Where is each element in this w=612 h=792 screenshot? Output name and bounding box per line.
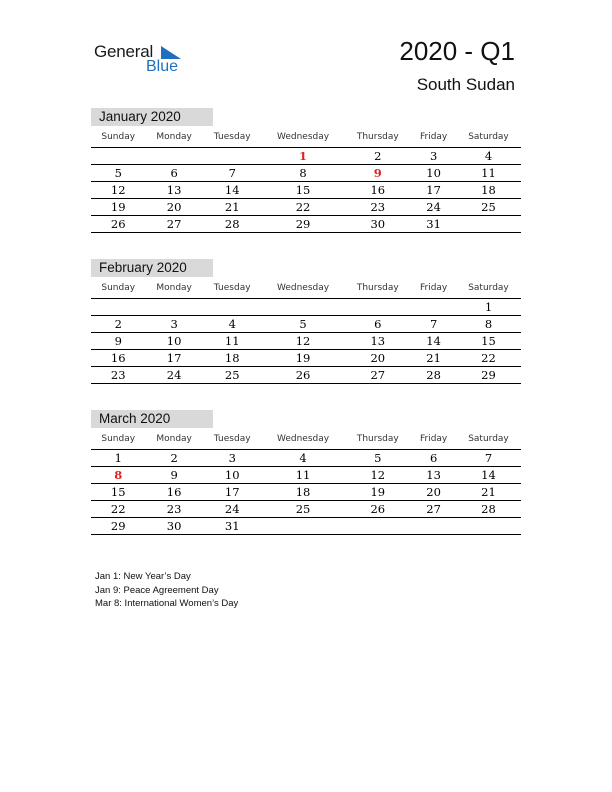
month-calendar	[91, 259, 521, 384]
day-cell	[456, 518, 521, 535]
day-cell: 15	[262, 182, 345, 199]
day-cell: 21	[411, 350, 456, 367]
day-cell: 27	[344, 367, 411, 384]
week-row	[91, 518, 521, 535]
country-name: South Sudan	[416, 75, 515, 94]
day-cell: 1	[91, 450, 145, 467]
holiday-note: Jan 1: New Year’s Day	[95, 571, 191, 582]
day-cell: 22	[456, 350, 521, 367]
day-cell: 28	[203, 216, 262, 233]
day-cell: 31	[411, 216, 456, 233]
day-cell: 13	[145, 182, 202, 199]
logo-general-text: General	[94, 42, 154, 61]
day-cell: 17	[411, 182, 456, 199]
day-cell: 21	[456, 484, 521, 501]
day-cell: 31	[203, 518, 262, 535]
calendar-grid	[91, 428, 521, 535]
weekday-header: Tuesday	[213, 433, 251, 444]
day-cell: 18	[203, 350, 262, 367]
week-row	[91, 450, 521, 467]
day-cell: 25	[203, 367, 262, 384]
day-cell	[145, 299, 202, 316]
day-cell: 3	[145, 316, 202, 333]
day-cell: 24	[411, 199, 456, 216]
day-cell: 11	[203, 333, 262, 350]
day-cell: 26	[344, 501, 411, 518]
day-cell: 27	[411, 501, 456, 518]
weekday-header: Tuesday	[213, 131, 251, 142]
day-cell: 5	[262, 316, 345, 333]
day-cell: 10	[203, 467, 262, 484]
day-cell: 27	[145, 216, 202, 233]
week-row	[91, 182, 521, 199]
day-cell: 11	[456, 165, 521, 182]
day-cell	[411, 299, 456, 316]
month-label: January 2020	[91, 108, 213, 126]
day-cell: 13	[344, 333, 411, 350]
day-cell: 16	[145, 484, 202, 501]
day-cell: 15	[91, 484, 145, 501]
weekday-header: Wednesday	[276, 131, 330, 142]
weekday-header: Friday	[419, 131, 448, 142]
weekday-header: Tuesday	[213, 282, 251, 293]
weekday-header: Monday	[156, 282, 192, 293]
day-cell: 17	[203, 484, 262, 501]
day-cell: 9	[91, 333, 145, 350]
weekday-header: Wednesday	[276, 282, 330, 293]
day-cell	[203, 299, 262, 316]
day-cell: 24	[145, 367, 202, 384]
day-cell: 30	[145, 518, 202, 535]
holiday-note: Jan 9: Peace Agreement Day	[95, 584, 219, 596]
day-cell: 8	[456, 316, 521, 333]
day-cell: 22	[91, 501, 145, 518]
day-cell: 29	[456, 367, 521, 384]
day-cell: 18	[262, 484, 345, 501]
day-cell: 13	[411, 467, 456, 484]
weekday-header: Sunday	[101, 433, 136, 444]
week-row	[91, 316, 521, 333]
day-cell: 15	[456, 333, 521, 350]
page-title: 2020 - Q1	[399, 36, 515, 66]
day-cell: 9	[344, 165, 411, 182]
day-cell: 6	[145, 165, 202, 182]
week-row	[91, 148, 521, 165]
day-cell: 24	[203, 501, 262, 518]
weekday-header: Thursday	[356, 131, 399, 142]
day-cell: 12	[91, 182, 145, 199]
weekday-header: Friday	[419, 433, 448, 444]
day-cell: 2	[344, 148, 411, 165]
day-cell: 21	[203, 199, 262, 216]
day-cell: 2	[145, 450, 202, 467]
day-cell: 1	[456, 299, 521, 316]
weekday-header: Saturday	[468, 282, 509, 293]
week-row	[91, 299, 521, 316]
week-row	[91, 216, 521, 233]
day-cell: 16	[91, 350, 145, 367]
calendar-grid	[91, 126, 521, 233]
day-cell: 8	[262, 165, 345, 182]
holiday-note: Mar 8: International Women’s Day	[95, 598, 239, 610]
day-cell: 6	[344, 316, 411, 333]
day-cell: 19	[344, 484, 411, 501]
weekday-header: Monday	[156, 433, 192, 444]
day-cell: 23	[344, 199, 411, 216]
month-label: February 2020	[91, 259, 213, 277]
day-cell: 11	[262, 467, 345, 484]
weekday-header: Sunday	[101, 131, 136, 142]
holiday-notes	[95, 570, 238, 611]
weekday-header: Thursday	[356, 282, 399, 293]
day-cell: 20	[344, 350, 411, 367]
day-cell: 29	[91, 518, 145, 535]
day-cell	[203, 148, 262, 165]
day-cell: 4	[262, 450, 345, 467]
day-cell: 5	[91, 165, 145, 182]
day-cell	[145, 148, 202, 165]
weekday-header: Monday	[156, 131, 192, 142]
day-cell: 7	[203, 165, 262, 182]
month-calendar	[91, 410, 521, 535]
weekday-header: Saturday	[468, 433, 509, 444]
day-cell: 12	[344, 467, 411, 484]
day-cell: 14	[203, 182, 262, 199]
day-cell: 23	[145, 501, 202, 518]
day-cell: 19	[262, 350, 345, 367]
weekday-header: Thursday	[356, 433, 399, 444]
day-cell	[262, 518, 345, 535]
day-cell: 10	[411, 165, 456, 182]
day-cell	[411, 518, 456, 535]
day-cell: 29	[262, 216, 345, 233]
weekday-header: Sunday	[101, 282, 136, 293]
day-cell: 1	[262, 148, 345, 165]
day-cell: 17	[145, 350, 202, 367]
day-cell: 30	[344, 216, 411, 233]
day-cell: 14	[456, 467, 521, 484]
day-cell: 14	[411, 333, 456, 350]
day-cell: 3	[203, 450, 262, 467]
week-row	[91, 484, 521, 501]
day-cell: 10	[145, 333, 202, 350]
week-row	[91, 199, 521, 216]
day-cell: 7	[411, 316, 456, 333]
day-cell: 28	[411, 367, 456, 384]
day-cell: 25	[262, 501, 345, 518]
day-cell: 3	[411, 148, 456, 165]
day-cell	[344, 299, 411, 316]
week-row	[91, 333, 521, 350]
calendar-grid	[91, 277, 521, 384]
month-calendar	[91, 108, 521, 233]
week-row	[91, 165, 521, 182]
week-row	[91, 367, 521, 384]
month-label: March 2020	[91, 410, 213, 428]
day-cell: 4	[203, 316, 262, 333]
day-cell: 28	[456, 501, 521, 518]
day-cell: 12	[262, 333, 345, 350]
day-cell: 26	[262, 367, 345, 384]
day-cell	[456, 216, 521, 233]
day-cell: 16	[344, 182, 411, 199]
day-cell: 20	[411, 484, 456, 501]
day-cell: 5	[344, 450, 411, 467]
weekday-header: Wednesday	[276, 433, 330, 444]
company-logo	[94, 42, 194, 78]
day-cell: 2	[91, 316, 145, 333]
day-cell: 26	[91, 216, 145, 233]
day-cell: 7	[456, 450, 521, 467]
day-cell: 25	[456, 199, 521, 216]
logo-blue-text: Blue	[146, 58, 179, 75]
day-cell: 20	[145, 199, 202, 216]
day-cell: 9	[145, 467, 202, 484]
day-cell: 22	[262, 199, 345, 216]
weekday-header: Friday	[419, 282, 448, 293]
week-row	[91, 350, 521, 367]
day-cell: 23	[91, 367, 145, 384]
week-row	[91, 501, 521, 518]
day-cell	[262, 299, 345, 316]
day-cell	[344, 518, 411, 535]
day-cell: 19	[91, 199, 145, 216]
day-cell: 8	[91, 467, 145, 484]
day-cell: 6	[411, 450, 456, 467]
day-cell	[91, 148, 145, 165]
day-cell	[91, 299, 145, 316]
weekday-header: Saturday	[468, 131, 509, 142]
day-cell: 18	[456, 182, 521, 199]
day-cell: 4	[456, 148, 521, 165]
week-row	[91, 467, 521, 484]
